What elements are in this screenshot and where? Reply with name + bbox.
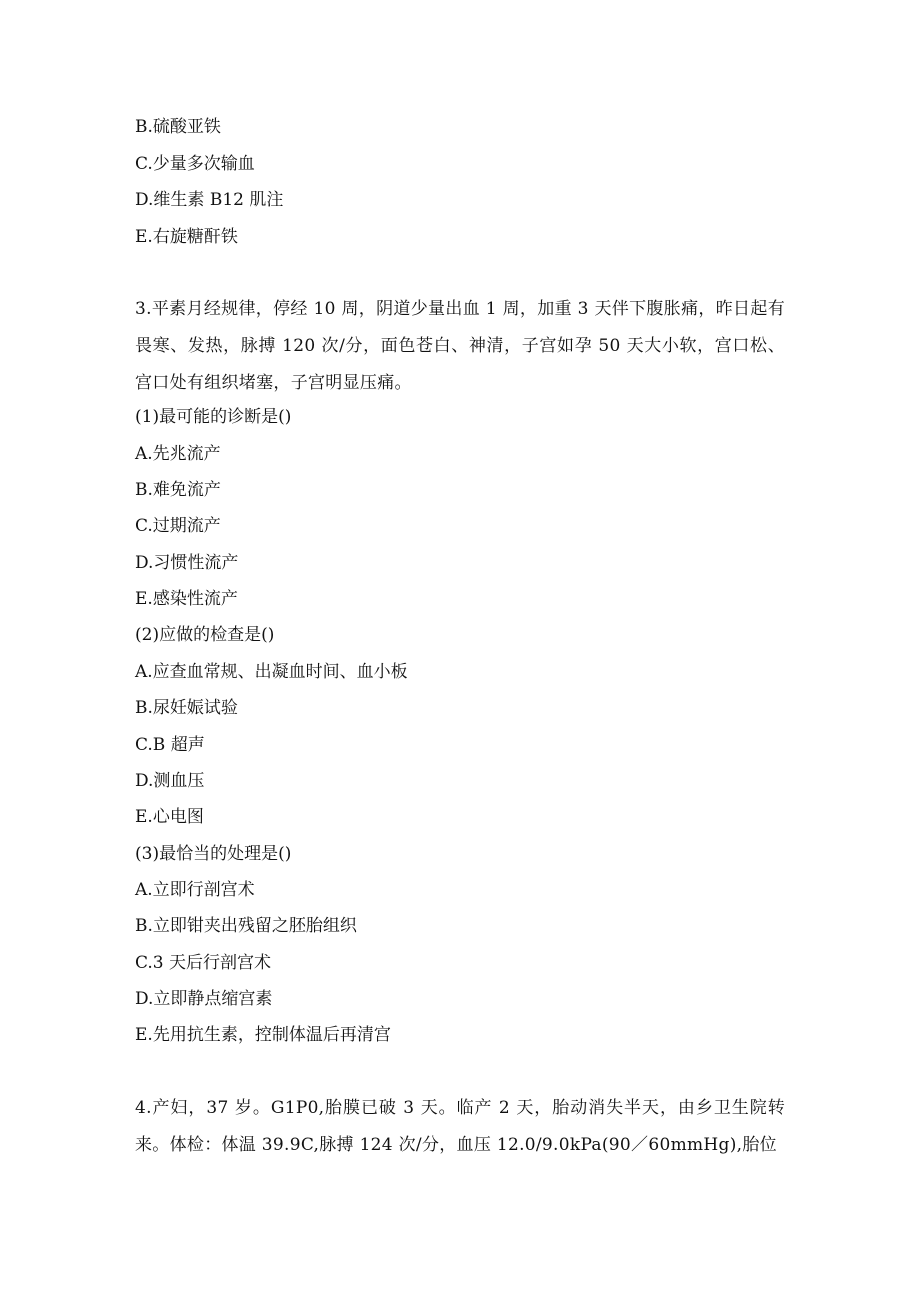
option-text: B.尿妊娠试验 <box>135 698 238 718</box>
option-text: B.立即钳夹出残留之胚胎组织 <box>135 916 357 936</box>
option-text: C.3 天后行剖宫术 <box>135 953 272 973</box>
option-text: E.感染性流产 <box>135 589 238 609</box>
sub-question: (2)应做的检查是() <box>135 625 275 645</box>
option-text: B.难免流产 <box>135 480 221 500</box>
sub-question: (3)最恰当的处理是() <box>135 844 292 864</box>
question-stem: 3.平素月经规律，停经 10 周，阴道少量出血 1 周，加重 3 天伴下腹胀痛，昨日起有畏寒、发热，脉搏 120 次/分，面色苍白、神清，子宫如孕 50 天大小软，宫口松、宫口处有组织堵塞，子宫明显压痛。 <box>135 299 785 393</box>
option-text: A.先兆流产 <box>135 444 221 464</box>
option-text: E.右旋糖酐铁 <box>135 227 238 247</box>
option-text: E.心电图 <box>135 807 204 827</box>
option-text: D.测血压 <box>135 771 205 791</box>
sub-question: (1)最可能的诊断是() <box>135 407 292 427</box>
option-text: C.少量多次输血 <box>135 154 255 174</box>
option-text: C.B 超声 <box>135 735 205 755</box>
question-stem: 4.产妇，37 岁。G1P0,胎膜已破 3 天。临产 2 天，胎动消失半天，由乡卫生院转来。体检：体温 39.9C,脉搏 124 次/分，血压 12.0/9.0kPa(90／60mmHg),胎位 <box>135 1098 785 1155</box>
option-text: A.应查血常规、出凝血时间、血小板 <box>135 662 408 682</box>
option-text: D.立即静点缩宫素 <box>135 989 273 1009</box>
option-text: D.习惯性流产 <box>135 553 239 573</box>
option-text: A.立即行剖宫术 <box>135 880 255 900</box>
option-text: E.先用抗生素，控制体温后再清宫 <box>135 1025 391 1045</box>
option-text: B.硫酸亚铁 <box>135 117 221 137</box>
option-text: D.维生素 B12 肌注 <box>135 190 284 210</box>
option-text: C.过期流产 <box>135 516 221 536</box>
